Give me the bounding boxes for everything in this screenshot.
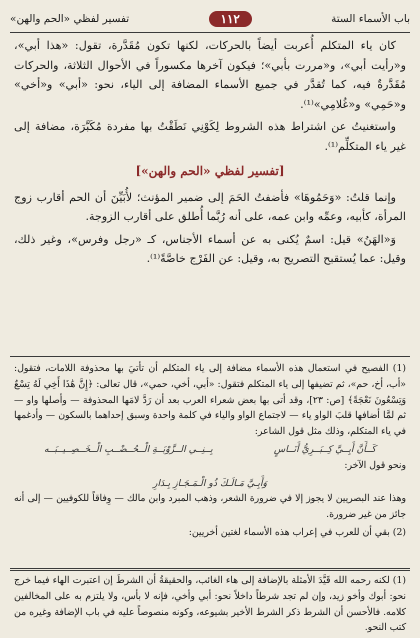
footnotes-secondary bbox=[14, 573, 406, 638]
page-number-badge: ١١٢ bbox=[209, 11, 252, 27]
verse-line bbox=[14, 442, 406, 458]
paragraph: كان ياء المتكلم أُعربت أيضاً بالحركات، لكنها تكون مُقَدَّرة، تقول: «هذا أبي»، و«رأيت أبي»، و«مررت بأبي»؛ فيكون آخرها مكسوراً في الأحوال الثلاثة، والحركات مُقَدَّرةٌ فيه، كما تُقدَّر في جميع الأسماء المضافة إلى الياء، نحو: «أبي» و«أخي» و«حَمِي» و«غُلامِي»⁽¹⁾. bbox=[14, 39, 406, 111]
main-text bbox=[14, 36, 406, 272]
footnote: (1) لكنه رحمه الله قَيَّدَ الأمثلة بالإضافة إلى هاء الغائب، والحقيقةُ أن الشرطَ إن اعتبرت الهاء فيما خرج نحو: أبوك وأخو زيد، وإن لم تجد شرطاً داخلاً نحو: أبي وأخي، فإنه لا بأس، ولا يلتزم به على المخالفين كلامه. فالأحسن أن الشرط ذكر الشرط الأخير بشيوعه، وكونه منصوصاً عليه في باب الإضافة وغيره من كتب النحو. bbox=[14, 575, 406, 634]
header-rule bbox=[10, 32, 410, 33]
verse-line bbox=[14, 476, 406, 492]
verse-hemistich: بِــنِــي الــزَّوْبَــةِ الْــحُــضْــبِ الْــخَــصِــيــبَــه bbox=[44, 443, 213, 455]
verse-hemistich: وَأَبِـيَّ مَـالَـكَ ذُو الْـمَـجَـازِ بِـدَارِ bbox=[152, 477, 268, 489]
paragraph: واستغنيتُ عن اشتراط هذه الشروط لِكَوْنِي نَطَقْتُ بها مفردة مُكَبَّرَة، مضافة إلى غير ياء المتكلِّم⁽¹⁾. bbox=[14, 120, 406, 153]
footnote-text: وهذا عند البصريين لا يجوز إلا في ضرورة الشعر، وذهب المبرد وابن مالك — وِفاقاً للكوفيين — إلى أنه جائز من غير ضرورة. bbox=[14, 493, 406, 521]
footnote-divider bbox=[10, 356, 410, 357]
section-heading: [تفسير لفظي «الحم والهن»] bbox=[135, 164, 285, 178]
page-header bbox=[10, 8, 410, 30]
footnote-text: ونحو قول الآخر: bbox=[344, 459, 406, 471]
footnotes-primary bbox=[14, 361, 406, 543]
footnote: (1) الفصيح في استعمال هذه الأسماء مضافة إلى ياء المتكلم أن تأتيَ بها محذوفة اللامات، فتقول: «أب، أخ، حم»، ثم تضيفها إلى ياء المتكلم فتقول: «أبي، أخي، حمي»، قال تعالى: ﴿إِنَّ هَٰذَا أَخِي لَهُ تِسْعٌ وَتِسْعُونَ نَعْجَةً﴾ [ص: ٢٣]، وقد أتى بها بعض شعراء العرب بعد أن رَدَّ لامَها المحذوفة — وأصلها واو — ثم لمَّا أضافها قلبَ الواو ياء — لاجتماع الواو والياء في كلمة واحدة وسبق إحداهما بالسكون — وأدغمها في ياء المتكلم، وذلك مثل قول الشاعر: bbox=[14, 363, 406, 438]
verse-hemistich: كَــأَنَّ أَبِــيَّ كِــبَــرِيُّ أَنَــاسٍ bbox=[273, 443, 376, 455]
paragraph: وَ«الهَنُ» قيل: اسمٌ يُكنى به عن أسماء الأجناس، كـ «رجل وفرس»، وغير ذلك، وقيل: عما يُستقبح التصريح به، وقيل: عن الفَرْج خاصَّةً⁽¹⁾. bbox=[14, 232, 406, 265]
paragraph: وإنما قلتُ: «وَحَمُوهَا» فأضفتُ الحَمَ إلى ضمير المؤنث؛ لأُبَيِّنَ أن الحم أقارب زوج المرأة، كأبيه، وعمِّه وابن عمه، على أنه رُبَّما أُطلق على أقارب الزوجة. bbox=[14, 190, 406, 223]
chapter-title: تفسير لفظي «الحم والهن» bbox=[10, 13, 130, 25]
footnote-divider-double bbox=[10, 568, 410, 571]
section-title: باب الأسماء الستة bbox=[331, 13, 410, 25]
footnote: (2) بقي أن للعرب في إعراب هذه الأسماء لغتين أخريين: bbox=[188, 526, 406, 538]
